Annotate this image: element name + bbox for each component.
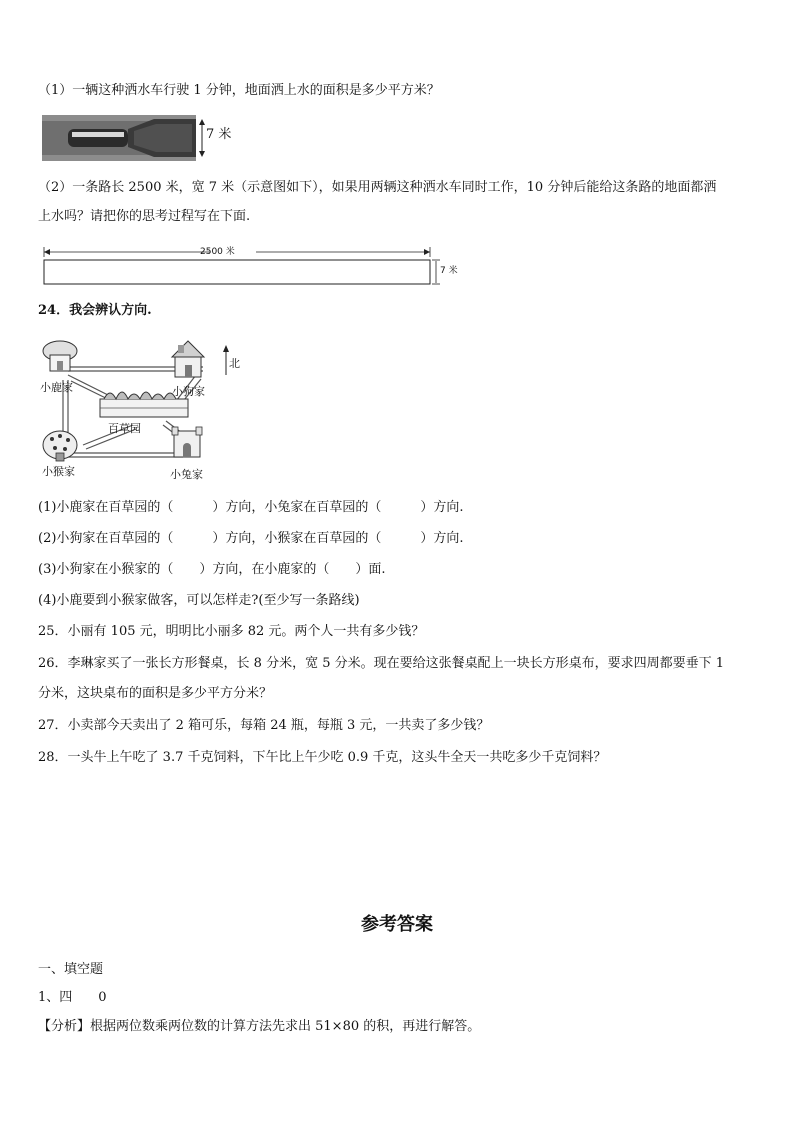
q26-line2: 分米，这块桌布的面积是多少平方分米？	[38, 686, 273, 701]
map-garden-label: 百草园	[108, 422, 141, 435]
q27: 27．小卖部今天卖出了 2 箱可乐，每箱 24 瓶，每瓶 3 元，一共卖了多少钱？	[38, 718, 490, 733]
q23-part2-line1: （2）一条路长 2500 米，宽 7 米（示意图如下），如果用两辆这种洒水车同时工作，10 分钟后能给这条路的地面都洒	[38, 180, 717, 195]
map-monkey-label: 小猴家	[42, 465, 75, 478]
fig2-width-label: 7 米	[440, 266, 458, 276]
q23-part1: （1）一辆这种洒水车行驶 1 分钟，地面洒上水的面积是多少平方米？	[38, 83, 440, 98]
answer-1-analysis: 【分析】根据两位数乘两位数的计算方法先求出 51×80 的积，再进行解答。	[38, 1019, 481, 1034]
road-diagram-svg	[40, 244, 460, 290]
fig2-length-label: 2500 米	[200, 247, 235, 257]
rabbit-house-icon	[172, 427, 202, 457]
q24-sub3: (3)小狗家在小猴家的（ ）方向，在小鹿家的（ ）面.	[38, 562, 386, 577]
q24-sub2: (2)小狗家在百草园的（ ）方向，小猴家在百草园的（ ）方向.	[38, 531, 464, 546]
answers-title: 参考答案	[361, 914, 433, 935]
q26-line1: 26．李琳家买了一张长方形餐桌，长 8 分米，宽 5 分米。现在要给这张餐桌配上一块长方形桌布，要求四周都要垂下 1	[38, 656, 725, 671]
map-deer-label: 小鹿家	[40, 381, 73, 394]
q24-sub4: (4)小鹿要到小猴家做客，可以怎样走?(至少写一条路线)	[38, 593, 360, 608]
q24-sub1: (1)小鹿家在百草园的（ ）方向，小兔家在百草园的（ ）方向.	[38, 500, 464, 515]
map-dog-label: 小狗家	[172, 385, 205, 398]
road-diagram	[40, 244, 460, 294]
dog-house-icon	[172, 341, 204, 377]
answers-section: 一、填空题	[38, 962, 104, 977]
q28: 28．一头牛上午吃了 3.7 千克饲料，下午比上午少吃 0.9 千克，这头牛全天一共吃多少千克饲料？	[38, 750, 607, 765]
road-rect	[44, 260, 430, 284]
answer-1: 1、四 0	[38, 990, 107, 1005]
map-north-label: 北	[229, 357, 240, 370]
direction-map-svg	[38, 335, 248, 485]
fig1-width-label: 7 米	[206, 127, 232, 142]
q25: 25．小丽有 105 元，明明比小丽多 82 元。两个人一共有多少钱？	[38, 624, 425, 639]
q24-heading: 24．我会辨认方向.	[38, 303, 152, 318]
q23-part2-line2: 上水吗？请把你的思考过程写在下面.	[38, 209, 251, 224]
map-rabbit-label: 小兔家	[170, 468, 203, 481]
